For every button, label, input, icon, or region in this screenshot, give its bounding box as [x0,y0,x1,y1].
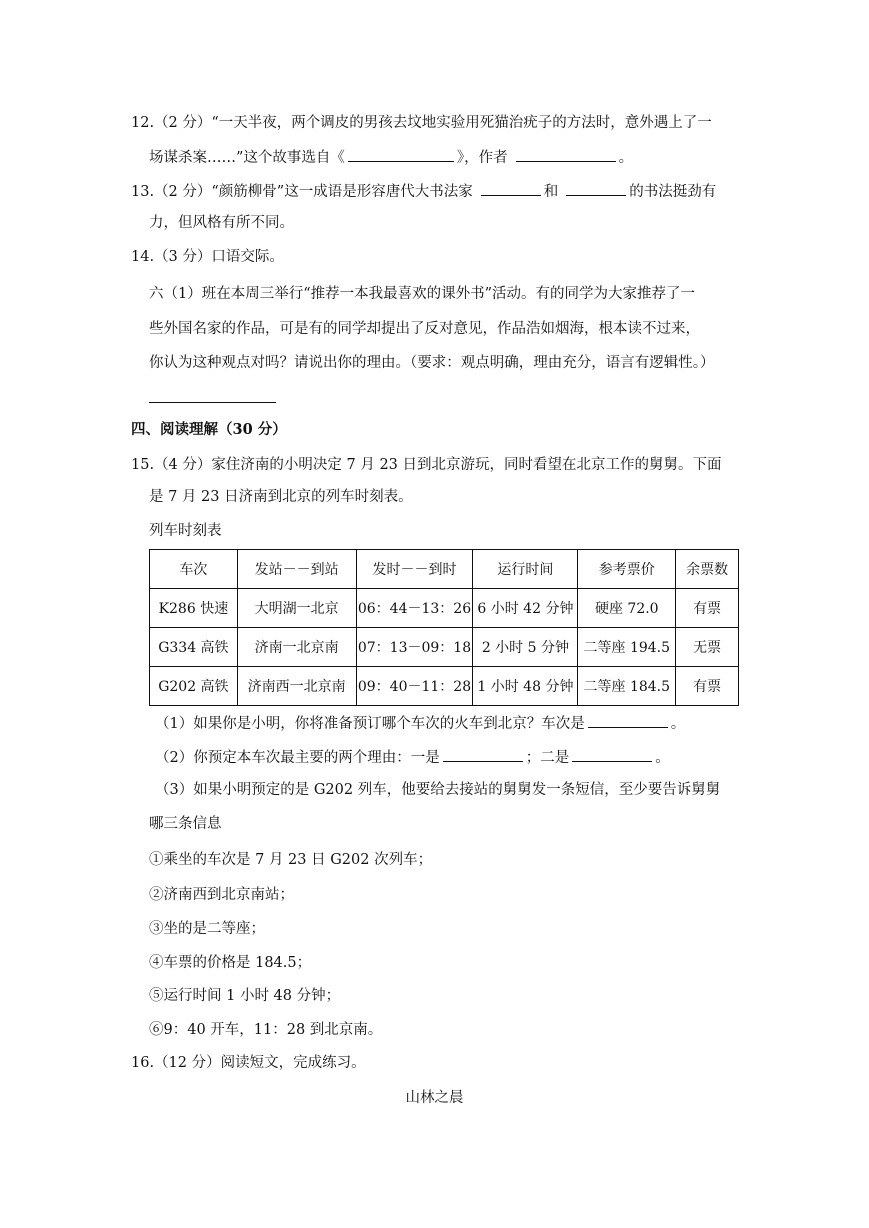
q16-line1: 16.（12 分）阅读短文，完成练习。 [131,1055,366,1071]
q15-option: ②济南西到北京南站； [149,887,294,903]
book-title-blank[interactable] [348,146,454,162]
cell-tickets-left: 有票 [676,589,739,628]
cell-train-no: K286 快速 [150,589,238,628]
cell-price: 硬座 72.0 [578,589,676,628]
train-number-blank[interactable] [588,712,668,728]
table-row [150,628,739,667]
q15-option: ③坐的是二等座； [149,921,265,937]
cell-times: 07：13－09：18 [356,628,473,667]
cell-tickets-left: 无票 [676,628,739,667]
author-blank[interactable] [516,146,616,162]
q14-title: 14.（3 分）口语交际。 [131,249,284,265]
q15-option: ①乘坐的车次是 7 月 23 日 G202 次列车； [149,852,433,868]
q13-line1 [131,180,716,202]
q15-option: ④车票的价格是 184.5； [149,955,312,971]
cell-times: 06：44－13：26 [356,589,473,628]
cell-duration: 1 小时 48 分钟 [473,667,578,706]
cell-train-no: G334 高铁 [150,628,238,667]
cell-stations: 济南一北京南 [237,628,356,667]
cell-stations: 大明湖一北京 [237,589,356,628]
cell-duration: 2 小时 5 分钟 [473,628,578,667]
reason-2-blank[interactable] [572,746,652,762]
q15-sub3-line2: 哪三条信息 [149,816,222,832]
table-row [150,589,739,628]
table-row [150,667,739,706]
q14-line1: 六（1）班在本周三举行“推荐一本我最喜欢的课外书”活动。有的同学为大家推荐了一 [149,286,696,302]
header-times: 发时－－到时 [356,550,473,589]
q15-sub1-text: （1）如果你是小明，你将准备预订哪个车次的火车到北京？车次是 [155,716,585,732]
table-header-row [150,550,739,589]
q15-line1: 15.（4 分）家住济南的小明决定 7 月 23 日到北京游玩，同时看望在北京工作的舅舅。下面 [131,457,722,473]
header-tickets-left: 余票数 [676,550,739,589]
section-4-heading: 四、阅读理解（30 分） [131,421,287,438]
header-duration: 运行时间 [473,550,578,589]
cell-tickets-left: 有票 [676,667,739,706]
cell-train-no: G202 高铁 [150,667,238,706]
calligrapher-2-blank[interactable] [566,180,626,196]
cell-price: 二等座 184.5 [578,667,676,706]
train-timetable [149,549,739,706]
q13-text-b: 和 [543,184,559,200]
q15-sub2-end: 。 [655,750,670,766]
reason-1-blank[interactable] [443,746,523,762]
q14-line2: 些外国名家的作品，可是有的同学却提出了反对意见，作品浩如烟海，根本读不过来， [149,321,700,337]
q15-sub2 [155,746,670,768]
passage-title: 山林之晨 [405,1090,464,1106]
q14-answer-blank[interactable] [149,402,276,403]
q12-text-a: 场谋杀案……”这个故事选自《 [149,150,345,166]
q13-text-a: 13.（2 分）“颜筋柳骨”这一成语是形容唐代大书法家 [131,184,473,200]
q15-sub2-mid: ；二是 [525,750,570,766]
cell-price: 二等座 194.5 [578,628,676,667]
q15-option: ⑤运行时间 1 小时 48 分钟； [149,988,341,1004]
cell-stations: 济南西一北京南 [237,667,356,706]
timetable-caption: 列车时刻表 [149,523,222,539]
header-stations: 发站－－到站 [237,550,356,589]
cell-times: 09：40－11：28 [356,667,473,706]
q15-sub2-text: （2）你预定本车次最主要的两个理由：一是 [155,750,440,766]
q15-sub1-end: 。 [670,716,686,732]
header-train-no: 车次 [150,550,238,589]
q15-line2: 是 7 月 23 日济南到北京的列车时刻表。 [149,489,413,505]
header-price: 参考票价 [578,550,676,589]
q12-line1: 12.（2 分）“一天半夜，两个调皮的男孩去坟地实验用死猫治疣子的方法时，意外遇上了一 [131,115,712,131]
q14-line3: 你认为这种观点对吗？请说出你的理由。（要求：观点明确，理由充分，语言有逻辑性。） [149,355,715,371]
q15-sub1 [155,712,685,734]
q12-line2 [149,146,633,168]
q13-text-c: 的书法挺劲有 [629,184,717,200]
q12-text-c: 。 [618,150,634,166]
q13-line2: 力，但风格有所不同。 [149,215,294,231]
q12-text-b: 》，作者 [456,150,508,166]
calligrapher-1-blank[interactable] [481,180,541,196]
q15-sub3-line1: （3）如果小明预定的是 G202 列车，他要给去接站的舅舅发一条短信，至少要告诉舅舅 [155,782,721,798]
cell-duration: 6 小时 42 分钟 [473,589,578,628]
q15-option: ⑥9：40 开车，11：28 到北京南。 [149,1022,383,1038]
